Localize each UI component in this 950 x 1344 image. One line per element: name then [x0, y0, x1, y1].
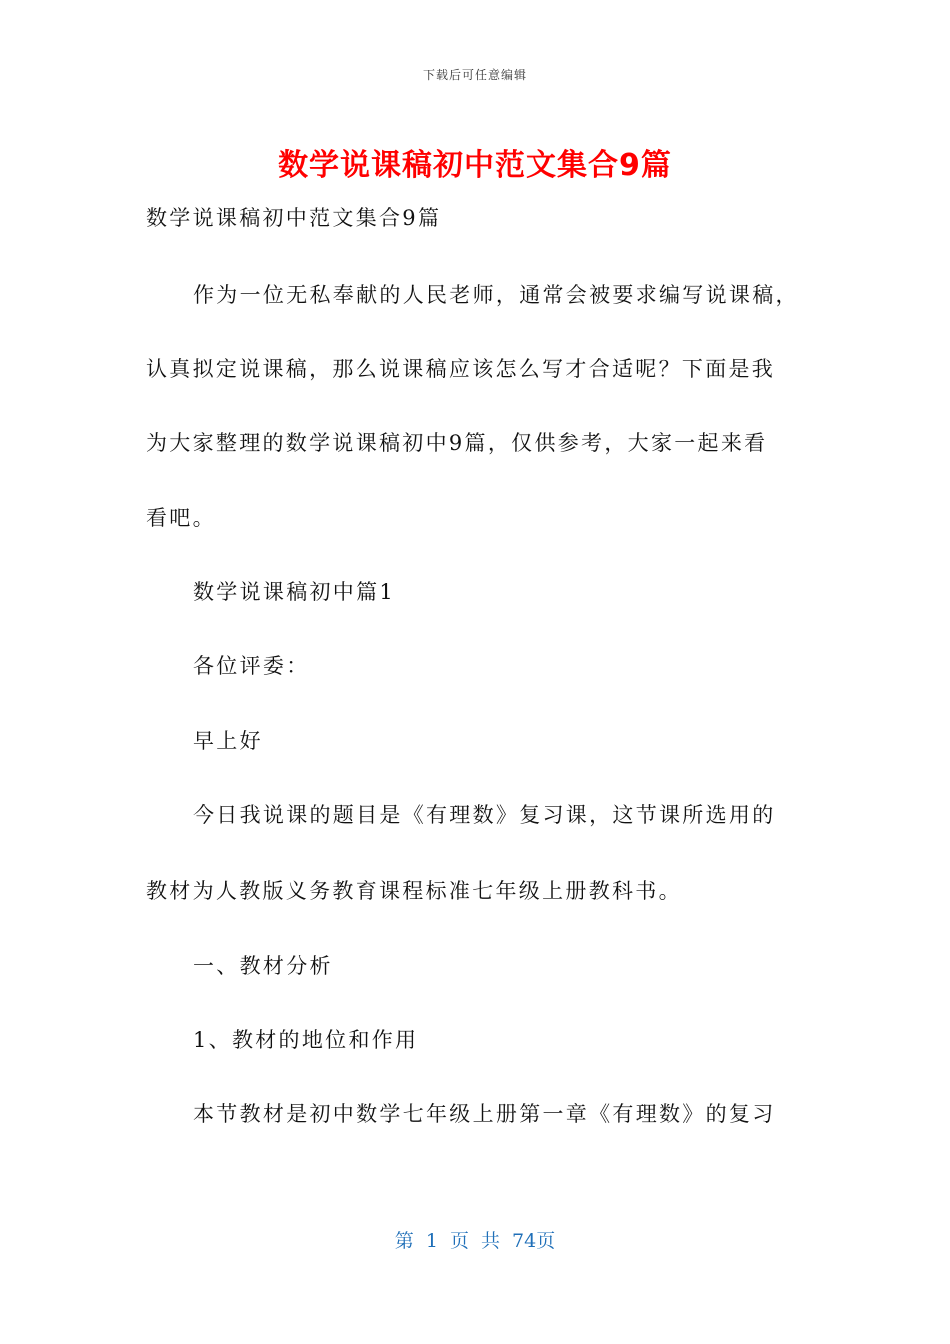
subsection-heading-role: 1、教材的地位和作用: [193, 1028, 419, 1052]
body-line-intro-3: 为大家整理的数学说课稿初中9篇，仅供参考，大家一起来看: [146, 431, 768, 455]
document-title: 数学说课稿初中范文集合9篇: [278, 148, 672, 183]
body-line-intro-2: 认真拟定说课稿，那么说课稿应该怎么写才合适呢？下面是我: [146, 357, 776, 381]
section-heading-part1: 数学说课稿初中篇1: [193, 580, 396, 604]
body-line-material: 本节教材是初中数学七年级上册第一章《有理数》的复习: [193, 1102, 776, 1126]
section-heading-analysis: 一、教材分析: [193, 954, 333, 978]
page-footer: 第 1 页 共 74页: [394, 1230, 556, 1252]
body-line-intro-4: 看吧。: [146, 506, 216, 530]
page-header: 下载后可任意编辑: [422, 68, 527, 82]
body-line-morning: 早上好: [193, 729, 263, 753]
body-line-intro-1: 作为一位无私奉献的人民老师，通常会被要求编写说课稿，: [193, 283, 799, 307]
body-line-topic-1: 今日我说课的题目是《有理数》复习课，这节课所选用的: [193, 803, 776, 827]
body-line-greeting: 各位评委：: [193, 654, 310, 678]
body-line-subtitle: 数学说课稿初中范文集合9篇: [146, 206, 442, 230]
body-line-topic-2: 教材为人教版义务教育课程标准七年级上册教科书。: [146, 879, 682, 903]
